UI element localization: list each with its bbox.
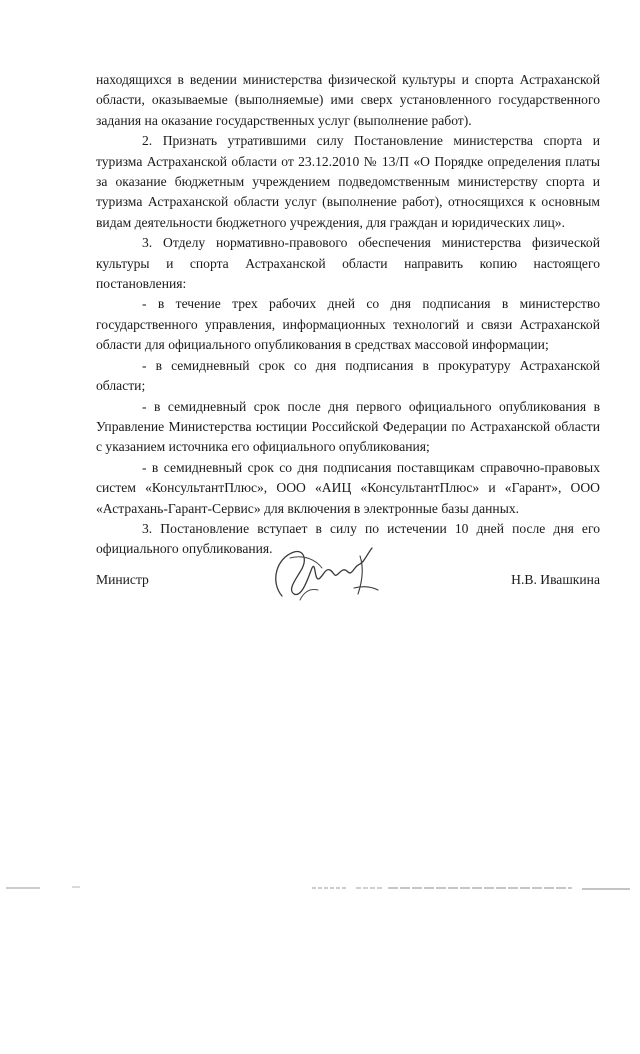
list-item: - в семидневный срок со дня подписания поставщикам справочно-правовых систем «КонсультантПлюс», ООО «АИЦ «КонсультантПлюс» и «Гарант», ООО «Астрахань-Гарант-Сервис» для включения в электронные базы данных. xyxy=(96,459,600,516)
signer-name: Н.В. Ивашкина xyxy=(511,572,600,587)
signer-role: Министр xyxy=(96,572,149,587)
paragraph-item-2: 2. Признать утратившими силу Постановление министерства спорта и туризма Астраханской области от 23.12.2010 № 13/П «О Порядке определения платы за оказание бюджетным учреждением подведомственным министерству спорта и туризма Астраханской области услуг (выполнение работ), относящихся к основным видам деятельности бюджетного учреждения, для граждан и юридических лиц». xyxy=(96,133,600,230)
list-item: - в семидневный срок после дня первого официального опубликования в Управление Министерства юстиции Российской Федерации по Астраханской области с указанием источника его официального опубликования; xyxy=(96,398,600,455)
paragraph-effective-date: 3. Постановление вступает в силу по истечении 10 дней после дня его официального опубликования. xyxy=(96,520,600,557)
list-item: - в семидневный срок со дня подписания в прокуратуру Астраханской области; xyxy=(96,357,600,394)
list-item: - в течение трех рабочих дней со дня подписания в министерство государственного управления, информационных технологий и связи Астраханской области для официального опубликования в средствах массовой информации; xyxy=(96,296,600,353)
paragraph-continuation: находящихся в ведении министерства физической культуры и спорта Астраханской области, оказываемые (выполняемые) ими сверх установленного государственного задания на оказание государственных услуг (выполнение работ). xyxy=(96,72,600,128)
paragraph-item-3: 3. Отделу нормативно-правового обеспечения министерства физической культуры и спорта Астраханской области направить копию настоящего постановления: xyxy=(96,235,600,292)
signature-block xyxy=(96,562,600,612)
handwritten-signature xyxy=(264,538,384,610)
document-body xyxy=(96,70,600,560)
scan-artifact-line xyxy=(0,885,640,891)
